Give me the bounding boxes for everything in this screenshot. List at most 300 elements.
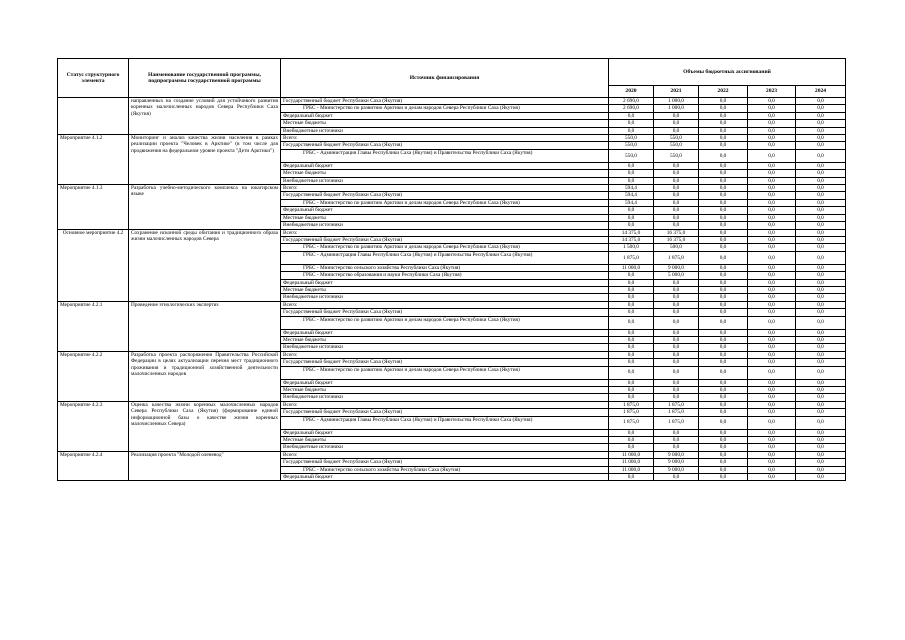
amount-cell-2020: 0,0 xyxy=(609,214,654,221)
amount-cell-2022: 0,0 xyxy=(699,214,748,221)
amount-cell-2022: 0,0 xyxy=(699,251,748,264)
amount-cell-2024: 0,0 xyxy=(796,474,846,481)
amount-cell-2023: 0,0 xyxy=(748,207,796,214)
amount-cell-2021: 1 875,0 xyxy=(654,416,699,429)
amount-cell-2022: 0,0 xyxy=(699,105,748,112)
amount-cell-2023: 0,0 xyxy=(748,264,796,271)
amount-cell-2022: 0,0 xyxy=(699,207,748,214)
funding-source-cell: Местные бюджеты xyxy=(281,170,609,177)
amount-cell-2022: 0,0 xyxy=(699,466,748,473)
amount-cell-2020: 0,0 xyxy=(609,162,654,169)
amount-cell-2022: 0,0 xyxy=(699,272,748,279)
amount-cell-2021: 0,0 xyxy=(654,192,699,199)
amount-cell-2022: 0,0 xyxy=(699,401,748,408)
amount-cell-2020: 0,0 xyxy=(609,222,654,229)
amount-cell-2024: 0,0 xyxy=(796,192,846,199)
amount-cell-2023: 0,0 xyxy=(748,199,796,206)
amount-cell-2020: 0,0 xyxy=(609,127,654,134)
amount-cell-2021: 0,0 xyxy=(654,112,699,119)
element-status-cell: Мероприятие 4.1.2 xyxy=(58,135,129,185)
amount-cell-2023: 0,0 xyxy=(748,286,796,293)
amount-cell-2021: 0,0 xyxy=(654,127,699,134)
amount-cell-2023: 0,0 xyxy=(748,309,796,316)
amount-cell-2020: 0,0 xyxy=(609,387,654,394)
amount-cell-2022: 0,0 xyxy=(699,474,748,481)
amount-cell-2022: 0,0 xyxy=(699,451,748,458)
amount-cell-2024: 0,0 xyxy=(796,351,846,358)
amount-cell-2022: 0,0 xyxy=(699,112,748,119)
amount-cell-2021: 9 000,0 xyxy=(654,459,699,466)
amount-cell-2022: 0,0 xyxy=(699,149,748,162)
funding-source-cell: Государственный бюджет Республики Саха (Якутия) xyxy=(281,236,609,243)
amount-cell-2020: 1 875,0 xyxy=(609,251,654,264)
amount-cell-2023: 0,0 xyxy=(748,177,796,184)
funding-source-cell: Всего: xyxy=(281,135,609,142)
amount-cell-2023: 0,0 xyxy=(748,236,796,243)
element-status-cell: Мероприятие 4.2.1 xyxy=(58,301,129,351)
amount-cell-2021: 0,0 xyxy=(654,351,699,358)
amount-cell-2022: 0,0 xyxy=(699,127,748,134)
funding-source-cell: Всего: xyxy=(281,301,609,308)
amount-cell-2024: 0,0 xyxy=(796,120,846,127)
amount-cell-2020: 0,0 xyxy=(609,379,654,386)
amount-cell-2024: 0,0 xyxy=(796,264,846,271)
amount-cell-2022: 0,0 xyxy=(699,329,748,336)
amount-cell-2021: 0,0 xyxy=(654,207,699,214)
amount-cell-2023: 0,0 xyxy=(748,359,796,366)
amount-cell-2023: 0,0 xyxy=(748,329,796,336)
funding-source-cell: ГРБС - Администрация Главы Республики Саха (Якутия) и Правительства Республики Саха (Якутия) xyxy=(281,149,609,162)
amount-cell-2022: 0,0 xyxy=(699,416,748,429)
amount-cell-2021: 0,0 xyxy=(654,429,699,436)
program-name-cell: Разработка учебно-методического комплекса на юкагирском языке xyxy=(129,185,281,229)
funding-source-cell: Государственный бюджет Республики Саха (Якутия) xyxy=(281,309,609,316)
amount-cell-2024: 0,0 xyxy=(796,244,846,251)
amount-cell-2020: 0,0 xyxy=(609,309,654,316)
funding-source-cell: Государственный бюджет Республики Саха (Якутия) xyxy=(281,142,609,149)
amount-cell-2020: 2 690,0 xyxy=(609,98,654,105)
funding-source-cell: Федеральный бюджет xyxy=(281,112,609,119)
amount-cell-2020: 0,0 xyxy=(609,351,654,358)
amount-cell-2021: 0,0 xyxy=(654,199,699,206)
amount-cell-2024: 0,0 xyxy=(796,466,846,473)
amount-cell-2022: 0,0 xyxy=(699,387,748,394)
amount-cell-2021: 0,0 xyxy=(654,329,699,336)
amount-cell-2023: 0,0 xyxy=(748,401,796,408)
amount-cell-2020: 1 875,0 xyxy=(609,416,654,429)
amount-cell-2022: 0,0 xyxy=(699,316,748,329)
amount-cell-2020: 0,0 xyxy=(609,112,654,119)
header-funding-source: Источник финансирования xyxy=(281,59,609,98)
amount-cell-2023: 0,0 xyxy=(748,149,796,162)
amount-cell-2021: 0,0 xyxy=(654,379,699,386)
amount-cell-2024: 0,0 xyxy=(796,272,846,279)
amount-cell-2021: 0,0 xyxy=(654,474,699,481)
funding-source-cell: Федеральный бюджет xyxy=(281,379,609,386)
amount-cell-2022: 0,0 xyxy=(699,336,748,343)
amount-cell-2021: 5 000,0 xyxy=(654,272,699,279)
amount-cell-2024: 0,0 xyxy=(796,301,846,308)
program-name-cell: Разработка проекта распоряжения Правительства Российской Федерации в целях актуализации перечня мест традиционного проживания и традиционной хозяйственной деятельности малочисленных народов xyxy=(129,351,281,401)
amount-cell-2024: 0,0 xyxy=(796,170,846,177)
amount-cell-2024: 0,0 xyxy=(796,394,846,401)
funding-source-cell: ГРБС - Министерство по развитию Арктики и делам народов Севера Республики Саха (Якутия) xyxy=(281,366,609,379)
amount-cell-2024: 0,0 xyxy=(796,316,846,329)
funding-source-cell: Внебюджетные источники xyxy=(281,177,609,184)
header-status: Статус структурного элемента xyxy=(58,59,129,98)
amount-cell-2024: 0,0 xyxy=(796,387,846,394)
amount-cell-2021: 1 875,0 xyxy=(654,401,699,408)
amount-cell-2020: 1 875,0 xyxy=(609,401,654,408)
amount-cell-2024: 0,0 xyxy=(796,135,846,142)
amount-cell-2024: 0,0 xyxy=(796,401,846,408)
funding-source-cell: Всего: xyxy=(281,185,609,192)
amount-cell-2022: 0,0 xyxy=(699,162,748,169)
amount-cell-2022: 0,0 xyxy=(699,244,748,251)
amount-cell-2023: 0,0 xyxy=(748,214,796,221)
amount-cell-2021: 0,0 xyxy=(654,162,699,169)
amount-cell-2023: 0,0 xyxy=(748,387,796,394)
amount-cell-2021: 0,0 xyxy=(654,170,699,177)
amount-cell-2020: 0,0 xyxy=(609,279,654,286)
funding-source-cell: Государственный бюджет Республики Саха (Якутия) xyxy=(281,459,609,466)
amount-cell-2023: 0,0 xyxy=(748,229,796,236)
amount-cell-2023: 0,0 xyxy=(748,379,796,386)
amount-cell-2021: 0,0 xyxy=(654,359,699,366)
funding-source-cell: Местные бюджеты xyxy=(281,336,609,343)
amount-cell-2021: 0,0 xyxy=(654,301,699,308)
funding-source-cell: Федеральный бюджет xyxy=(281,474,609,481)
amount-cell-2023: 0,0 xyxy=(748,316,796,329)
amount-cell-2024: 0,0 xyxy=(796,429,846,436)
amount-cell-2021: 0,0 xyxy=(654,394,699,401)
amount-cell-2021: 9 000,0 xyxy=(654,466,699,473)
funding-source-cell: Внебюджетные источники xyxy=(281,127,609,134)
funding-source-cell: Всего: xyxy=(281,229,609,236)
table-row xyxy=(58,229,846,236)
amount-cell-2021: 0,0 xyxy=(654,120,699,127)
amount-cell-2021: 1 000,0 xyxy=(654,105,699,112)
funding-source-cell: Местные бюджеты xyxy=(281,214,609,221)
amount-cell-2020: 594,4 xyxy=(609,185,654,192)
funding-source-cell: ГРБС - Министерство по развитию Арктики и делам народов Севера Республики Саха (Якутия) xyxy=(281,316,609,329)
amount-cell-2024: 0,0 xyxy=(796,127,846,134)
table-row xyxy=(58,401,846,408)
amount-cell-2020: 594,4 xyxy=(609,199,654,206)
amount-cell-2024: 0,0 xyxy=(796,112,846,119)
amount-cell-2023: 0,0 xyxy=(748,451,796,458)
table-row xyxy=(58,98,846,105)
amount-cell-2024: 0,0 xyxy=(796,437,846,444)
amount-cell-2020: 0,0 xyxy=(609,329,654,336)
amount-cell-2020: 0,0 xyxy=(609,301,654,308)
table-row xyxy=(58,301,846,308)
amount-cell-2020: 0,0 xyxy=(609,429,654,436)
amount-cell-2024: 0,0 xyxy=(796,162,846,169)
amount-cell-2020: 0,0 xyxy=(609,359,654,366)
amount-cell-2020: 0,0 xyxy=(609,336,654,343)
amount-cell-2023: 0,0 xyxy=(748,466,796,473)
amount-cell-2023: 0,0 xyxy=(748,244,796,251)
amount-cell-2022: 0,0 xyxy=(699,429,748,436)
funding-source-cell: Внебюджетные источники xyxy=(281,394,609,401)
amount-cell-2020: 1 500,0 xyxy=(609,244,654,251)
amount-cell-2022: 0,0 xyxy=(699,279,748,286)
amount-cell-2020: 1 875,0 xyxy=(609,409,654,416)
amount-cell-2022: 0,0 xyxy=(699,236,748,243)
amount-cell-2021: 0,0 xyxy=(654,387,699,394)
amount-cell-2023: 0,0 xyxy=(748,474,796,481)
amount-cell-2023: 0,0 xyxy=(748,344,796,351)
amount-cell-2021: 550,0 xyxy=(654,135,699,142)
amount-cell-2024: 0,0 xyxy=(796,459,846,466)
amount-cell-2023: 0,0 xyxy=(748,98,796,105)
funding-source-cell: Внебюджетные источники xyxy=(281,222,609,229)
funding-source-cell: Федеральный бюджет xyxy=(281,429,609,436)
amount-cell-2022: 0,0 xyxy=(699,459,748,466)
amount-cell-2021: 550,0 xyxy=(654,142,699,149)
amount-cell-2024: 0,0 xyxy=(796,214,846,221)
amount-cell-2021: 1 875,0 xyxy=(654,251,699,264)
funding-source-cell: ГРБС - Администрация Главы Республики Саха (Якутия) и Правительства Республики Саха (Якутия) xyxy=(281,416,609,429)
amount-cell-2020: 0,0 xyxy=(609,207,654,214)
amount-cell-2021: 0,0 xyxy=(654,185,699,192)
amount-cell-2022: 0,0 xyxy=(699,199,748,206)
header-year-2023: 2023 xyxy=(748,86,796,98)
element-status-cell: Мероприятие 4.2.2 xyxy=(58,351,129,401)
amount-cell-2022: 0,0 xyxy=(699,98,748,105)
amount-cell-2020: 0,0 xyxy=(609,170,654,177)
amount-cell-2022: 0,0 xyxy=(699,264,748,271)
element-status-cell: Основное мероприятие 4.2 xyxy=(58,229,129,301)
element-status-cell: Мероприятие 4.2.3 xyxy=(58,401,129,451)
amount-cell-2023: 0,0 xyxy=(748,272,796,279)
funding-source-cell: ГРБС - Министерство по развитию Арктики и делам народов Севера Республики Саха (Якутия) xyxy=(281,105,609,112)
amount-cell-2023: 0,0 xyxy=(748,127,796,134)
table-row xyxy=(58,135,846,142)
funding-source-cell: Государственный бюджет Республики Саха (Якутия) xyxy=(281,359,609,366)
amount-cell-2021: 0,0 xyxy=(654,294,699,301)
header-program-name: Наименование государственной программы, подпрограммы государственной программы xyxy=(129,59,281,98)
funding-source-cell: Федеральный бюджет xyxy=(281,279,609,286)
funding-source-cell: Местные бюджеты xyxy=(281,286,609,293)
amount-cell-2024: 0,0 xyxy=(796,344,846,351)
amount-cell-2022: 0,0 xyxy=(699,170,748,177)
header-year-2021: 2021 xyxy=(654,86,699,98)
funding-source-cell: ГРБС - Министерство по развитию Арктики и делам народов Севера Республики Саха (Якутия) xyxy=(281,199,609,206)
amount-cell-2021: 0,0 xyxy=(654,316,699,329)
amount-cell-2024: 0,0 xyxy=(796,207,846,214)
amount-cell-2023: 0,0 xyxy=(748,120,796,127)
amount-cell-2021: 0,0 xyxy=(654,344,699,351)
funding-source-cell: Федеральный бюджет xyxy=(281,329,609,336)
amount-cell-2023: 0,0 xyxy=(748,185,796,192)
amount-cell-2022: 0,0 xyxy=(699,185,748,192)
amount-cell-2024: 0,0 xyxy=(796,149,846,162)
amount-cell-2020: 14 375,0 xyxy=(609,236,654,243)
amount-cell-2021: 0,0 xyxy=(654,366,699,379)
amount-cell-2024: 0,0 xyxy=(796,279,846,286)
amount-cell-2020: 11 000,0 xyxy=(609,459,654,466)
amount-cell-2022: 0,0 xyxy=(699,359,748,366)
amount-cell-2023: 0,0 xyxy=(748,301,796,308)
header-year-2022: 2022 xyxy=(699,86,748,98)
amount-cell-2020: 550,0 xyxy=(609,135,654,142)
amount-cell-2021: 16 375,0 xyxy=(654,236,699,243)
amount-cell-2024: 0,0 xyxy=(796,416,846,429)
amount-cell-2023: 0,0 xyxy=(748,459,796,466)
amount-cell-2020: 11 000,0 xyxy=(609,451,654,458)
amount-cell-2020: 550,0 xyxy=(609,149,654,162)
amount-cell-2022: 0,0 xyxy=(699,437,748,444)
amount-cell-2021: 0,0 xyxy=(654,279,699,286)
amount-cell-2022: 0,0 xyxy=(699,409,748,416)
amount-cell-2023: 0,0 xyxy=(748,409,796,416)
amount-cell-2024: 0,0 xyxy=(796,366,846,379)
funding-source-cell: Внебюджетные источники xyxy=(281,294,609,301)
amount-cell-2022: 0,0 xyxy=(699,142,748,149)
amount-cell-2023: 0,0 xyxy=(748,366,796,379)
amount-cell-2023: 0,0 xyxy=(748,351,796,358)
funding-source-cell: Всего: xyxy=(281,451,609,458)
amount-cell-2023: 0,0 xyxy=(748,437,796,444)
funding-source-cell: ГРБС - Министерство образования и науки Республики Саха (Якутия) xyxy=(281,272,609,279)
table-row xyxy=(58,185,846,192)
amount-cell-2021: 0,0 xyxy=(654,437,699,444)
amount-cell-2023: 0,0 xyxy=(748,222,796,229)
amount-cell-2024: 0,0 xyxy=(796,222,846,229)
amount-cell-2022: 0,0 xyxy=(699,229,748,236)
element-status-cell: Мероприятие 4.2.4 xyxy=(58,451,129,481)
amount-cell-2022: 0,0 xyxy=(699,294,748,301)
program-name-cell: Мониторинг и анализ качества жизни населения в рамках реализации проекта "Человек в Арктике" (в том числе для продвижения на федеральном уровне проекта "Дети Арктики") xyxy=(129,135,281,185)
funding-source-cell: Внебюджетные источники xyxy=(281,444,609,451)
amount-cell-2024: 0,0 xyxy=(796,142,846,149)
amount-cell-2021: 9 000,0 xyxy=(654,451,699,458)
amount-cell-2022: 0,0 xyxy=(699,286,748,293)
header-budget-volumes: Объемы бюджетных ассигнований xyxy=(609,59,846,86)
amount-cell-2021: 0,0 xyxy=(654,286,699,293)
amount-cell-2020: 0,0 xyxy=(609,294,654,301)
amount-cell-2024: 0,0 xyxy=(796,286,846,293)
amount-cell-2020: 0,0 xyxy=(609,394,654,401)
amount-cell-2022: 0,0 xyxy=(699,135,748,142)
funding-source-cell: Внебюджетные источники xyxy=(281,344,609,351)
amount-cell-2022: 0,0 xyxy=(699,222,748,229)
amount-cell-2022: 0,0 xyxy=(699,344,748,351)
amount-cell-2020: 0,0 xyxy=(609,366,654,379)
header-year-2020: 2020 xyxy=(609,86,654,98)
amount-cell-2021: 16 375,0 xyxy=(654,229,699,236)
funding-source-cell: ГРБС - Министерство сельского хозяйства Республики Саха (Якутия) xyxy=(281,264,609,271)
amount-cell-2020: 0,0 xyxy=(609,474,654,481)
funding-source-cell: Федеральный бюджет xyxy=(281,207,609,214)
amount-cell-2024: 0,0 xyxy=(796,309,846,316)
amount-cell-2022: 0,0 xyxy=(699,379,748,386)
amount-cell-2023: 0,0 xyxy=(748,336,796,343)
amount-cell-2024: 0,0 xyxy=(796,409,846,416)
amount-cell-2024: 0,0 xyxy=(796,98,846,105)
amount-cell-2020: 0,0 xyxy=(609,120,654,127)
amount-cell-2020: 0,0 xyxy=(609,437,654,444)
header-year-2024: 2024 xyxy=(796,86,846,98)
amount-cell-2024: 0,0 xyxy=(796,451,846,458)
amount-cell-2020: 594,4 xyxy=(609,192,654,199)
amount-cell-2024: 0,0 xyxy=(796,177,846,184)
amount-cell-2020: 0,0 xyxy=(609,344,654,351)
element-status-cell: Мероприятие 4.1.3 xyxy=(58,185,129,229)
budget-document xyxy=(57,58,845,481)
amount-cell-2024: 0,0 xyxy=(796,105,846,112)
amount-cell-2024: 0,0 xyxy=(796,236,846,243)
amount-cell-2020: 11 000,0 xyxy=(609,466,654,473)
amount-cell-2021: 9 000,0 xyxy=(654,264,699,271)
amount-cell-2024: 0,0 xyxy=(796,336,846,343)
amount-cell-2024: 0,0 xyxy=(796,444,846,451)
amount-cell-2021: 1 875,0 xyxy=(654,409,699,416)
amount-cell-2023: 0,0 xyxy=(748,279,796,286)
amount-cell-2023: 0,0 xyxy=(748,444,796,451)
funding-source-cell: Государственный бюджет Республики Саха (Якутия) xyxy=(281,98,609,105)
amount-cell-2020: 550,0 xyxy=(609,142,654,149)
amount-cell-2024: 0,0 xyxy=(796,185,846,192)
amount-cell-2022: 0,0 xyxy=(699,394,748,401)
funding-source-cell: Государственный бюджет Республики Саха (Якутия) xyxy=(281,192,609,199)
program-name-cell: Реализация проекта "Молодой оленевод" xyxy=(129,451,281,481)
amount-cell-2024: 0,0 xyxy=(796,329,846,336)
amount-cell-2023: 0,0 xyxy=(748,416,796,429)
amount-cell-2024: 0,0 xyxy=(796,251,846,264)
amount-cell-2020: 0,0 xyxy=(609,316,654,329)
amount-cell-2022: 0,0 xyxy=(699,309,748,316)
amount-cell-2021: 1 000,0 xyxy=(654,98,699,105)
amount-cell-2021: 0,0 xyxy=(654,177,699,184)
amount-cell-2022: 0,0 xyxy=(699,192,748,199)
amount-cell-2024: 0,0 xyxy=(796,199,846,206)
funding-source-cell: ГРБС - Министерство сельского хозяйства Республики Саха (Якутия) xyxy=(281,466,609,473)
amount-cell-2020: 14 375,0 xyxy=(609,229,654,236)
amount-cell-2023: 0,0 xyxy=(748,162,796,169)
funding-source-cell: Государственный бюджет Республики Саха (Якутия) xyxy=(281,409,609,416)
amount-cell-2022: 0,0 xyxy=(699,366,748,379)
funding-source-cell: Местные бюджеты xyxy=(281,387,609,394)
amount-cell-2022: 0,0 xyxy=(699,444,748,451)
budget-table xyxy=(57,58,846,481)
program-name-cell: Оценка качества жизни коренных малочисленных народов Севера Республики Саха (Якутия) (формирование единой информационной базы о качестве жизни коренных малочисленных Севера) xyxy=(129,401,281,451)
amount-cell-2023: 0,0 xyxy=(748,251,796,264)
amount-cell-2020: 0,0 xyxy=(609,272,654,279)
funding-source-cell: Всего: xyxy=(281,351,609,358)
funding-source-cell: Федеральный бюджет xyxy=(281,162,609,169)
program-name-cell: Проведение этнологических экспертиз xyxy=(129,301,281,351)
amount-cell-2020: 2 690,0 xyxy=(609,105,654,112)
amount-cell-2023: 0,0 xyxy=(748,192,796,199)
amount-cell-2021: 0,0 xyxy=(654,214,699,221)
amount-cell-2023: 0,0 xyxy=(748,170,796,177)
amount-cell-2024: 0,0 xyxy=(796,294,846,301)
funding-source-cell: Всего: xyxy=(281,401,609,408)
amount-cell-2021: 0,0 xyxy=(654,222,699,229)
funding-source-cell: Местные бюджеты xyxy=(281,120,609,127)
table-row xyxy=(58,451,846,458)
amount-cell-2023: 0,0 xyxy=(748,294,796,301)
amount-cell-2024: 0,0 xyxy=(796,379,846,386)
amount-cell-2021: 500,0 xyxy=(654,244,699,251)
amount-cell-2021: 0,0 xyxy=(654,444,699,451)
funding-source-cell: ГРБС - Администрация Главы Республики Саха (Якутия) и Правительства Республики Саха (Якутия) xyxy=(281,251,609,264)
amount-cell-2020: 0,0 xyxy=(609,444,654,451)
table-row xyxy=(58,351,846,358)
